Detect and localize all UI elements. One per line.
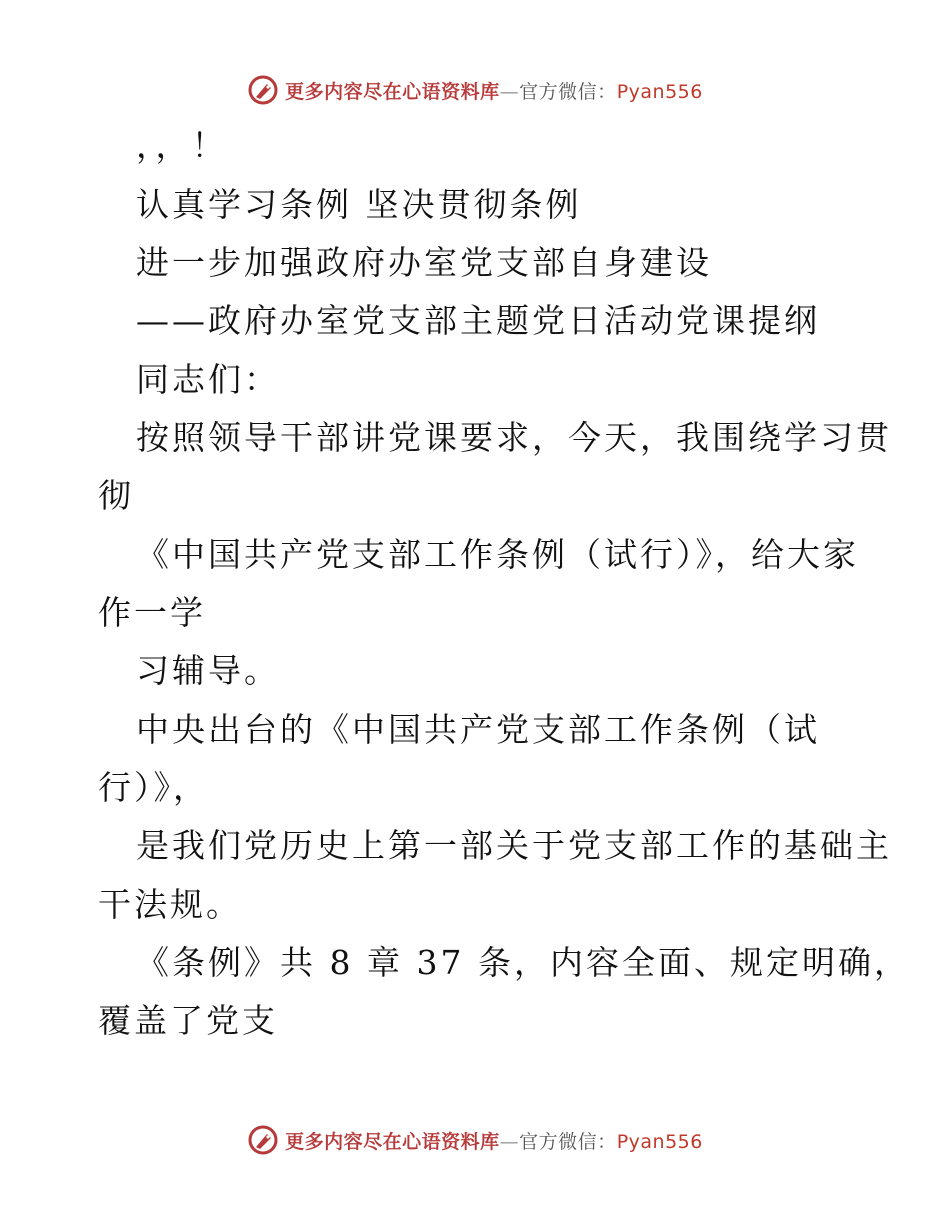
text-line: 进一步加强政府办室党支部自身建设 xyxy=(136,243,712,282)
text-line: 行）》， xyxy=(98,768,209,807)
watermark-dash: — xyxy=(499,1130,520,1153)
watermark-brand: 更多内容尽在心语资料库 xyxy=(285,1130,500,1153)
pen-nib-circle-icon xyxy=(247,1124,279,1156)
text-line: 认真学习条例 坚决贯彻条例 xyxy=(136,185,582,224)
watermark-group xyxy=(247,1124,703,1156)
text-line: 中央出台的《中国共产党支部工作条例（试 xyxy=(136,710,820,749)
text-line: ——政府办室党支部主题党日活动党课提纲 xyxy=(136,301,820,340)
text-line: 习辅导。 xyxy=(136,651,280,690)
text-line: 彻 xyxy=(98,476,134,515)
watermark-official-label: 官方微信： xyxy=(519,1130,617,1153)
text-line: 作一学 xyxy=(98,593,206,632)
text-line: 按照领导干部讲党课要求，今天，我围绕学习贯 xyxy=(136,418,892,457)
watermark-group xyxy=(247,74,703,106)
watermark-official-label: 官方微信： xyxy=(519,80,617,103)
text-line: 是我们党历史上第一部关于党支部工作的基础主 xyxy=(136,826,892,865)
watermark-dash: — xyxy=(499,80,520,103)
watermark-text xyxy=(285,77,703,104)
watermark-brand: 更多内容尽在心语资料库 xyxy=(285,80,500,103)
text-line: 干法规。 xyxy=(98,885,242,924)
watermark-wechat-id: Pyan556 xyxy=(616,1130,703,1153)
pen-nib-circle-icon xyxy=(247,74,279,106)
footer-watermark xyxy=(0,1120,950,1160)
text-line: 《中国共产党支部工作条例（试行）》，给大家 xyxy=(136,535,859,574)
watermark-text xyxy=(285,1127,703,1154)
text-line: 同志们： xyxy=(136,360,280,399)
watermark-wechat-id: Pyan556 xyxy=(616,80,703,103)
text-line: 覆盖了党支 xyxy=(98,1001,278,1040)
text-line: 《条例》共 8 章 37 条，内容全面、规定明确， xyxy=(136,943,910,982)
header-watermark xyxy=(0,70,950,110)
text-line: ，，！ xyxy=(136,126,228,165)
